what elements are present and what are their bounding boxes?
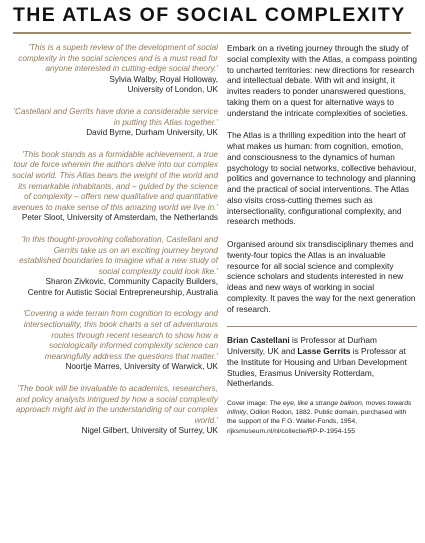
title-rule — [13, 32, 411, 34]
endorsement — [12, 235, 218, 299]
endorsement-quote: 'In this thought-provoking collaboration, Castellani and Gerrits take us on an exciting journey beyond established boundaries to imagine what a new study of social complexity could look like.' — [19, 234, 218, 276]
endorsement-quote: 'This book stands as a formidable achievement, a true tour de force wherein the authors delve into our complex social world. This Atlas bears the weight of the world and its remarkable inhabitants, and – guided by the science of complexity – offers new qualitative and quantitative avenues to make sense of this amazing world we live in.' — [12, 149, 218, 212]
cover-credit — [227, 399, 417, 436]
author-name: Lasse Gerrits — [297, 346, 351, 356]
endorsement — [12, 309, 218, 373]
endorsement — [12, 107, 218, 139]
endorsement — [12, 43, 218, 96]
author-bio — [227, 335, 417, 389]
author-name: Brian Castellani — [227, 335, 290, 346]
endorsement-quote: 'Castellani and Gerrits have done a considerable service in putting this Atlas together.' — [13, 106, 218, 127]
description-paragraph: Embark on a riveting journey through the study of social complexity with the Atlas, a compass pointing to uncharted territories: new directions for research and intellectual debate. With wit and insight, it invites readers to ponder unanswered questions, taking them on a quest for alternative ways to understand the intricate complexities of societies. — [227, 43, 417, 118]
endorsement — [12, 150, 218, 224]
endorsement-source: Nigel Gilbert, University of Surrey, UK — [81, 426, 218, 436]
description-paragraph: The Atlas is a thrilling expedition into the heart of what makes us human: from cognition, emotion, and consciousness to the dynamics of human psychology to social networks, collective behaviour, politics and governance to technology and planning and the practical of social interventions. The Atlas also visits cross-cutting themes such as intersectionality, configurational complexity, and research methods. — [227, 130, 417, 227]
endorsement — [12, 384, 218, 437]
cover-credit-text: , Odilon Redon, 1882. Public domain, purchased with the support of the F.G. Waller-Fonds, 1954, rijksmuseum.nl/nl/collectie/RP-P-1954-155 — [227, 409, 407, 435]
endorsement-source: University of London, UK — [127, 85, 218, 95]
endorsement-quote: 'Covering a wide terrain from cognition to ecology and intersectionality, this book charts a set of adventurous routes through recent research to show how a sociologically informed complexity science can meaningfully address the questions that matter.' — [23, 309, 218, 361]
description-paragraph: Organised around six transdisciplinary themes and twenty-four topics the Atlas is an invaluable resource for all social science and complexity science scholars and students interested in new ideas and new ways of working in social complexity. It paves the way for the next generation of research. — [227, 239, 416, 314]
endorsement-source: Noortje Marres, University of Warwick, UK — [65, 362, 218, 372]
cover-credit-prefix: Cover image: — [227, 400, 270, 407]
endorsement-source: Peter Sloot, University of Amsterdam, the Netherlands — [21, 213, 218, 223]
endorsement-source: Sharon Zivkovic, Community Capacity Builders, — [45, 277, 218, 287]
endorsement-quote: 'This is a superb review of the development of social complexity in the social sciences and is a must read for anyone interested in cutting-edge social theory.' — [18, 43, 218, 74]
author-bio-text: is Professor at the Institute for Housing and Urban Development Studies, Erasmus University Rotterdam, Netherlands. — [227, 346, 407, 389]
endorsement-source: Sylvia Walby, Royal Holloway, — [109, 74, 218, 84]
cover-artwork-title: The eye, like a strange balloon, moves towards infinity — [227, 400, 412, 417]
endorsement-quote: 'The book will be invaluable to academics, researchers, and policy analysts intrigued by how a social complexity approach might aid in the understanding of our complex world.' — [15, 384, 218, 425]
section-rule — [227, 326, 417, 327]
author-bio-text: is Professor at Durham University, UK and — [227, 335, 377, 356]
book-title: THE ATLAS OF SOCIAL COMPLEXITY — [13, 4, 406, 26]
endorsements-column — [12, 43, 218, 448]
endorsement-source: David Byrne, Durham University, UK — [86, 128, 218, 138]
description-column — [227, 43, 417, 436]
endorsement-source: Centre for Autistic Social Entrepreneurship, Australia — [27, 287, 218, 297]
